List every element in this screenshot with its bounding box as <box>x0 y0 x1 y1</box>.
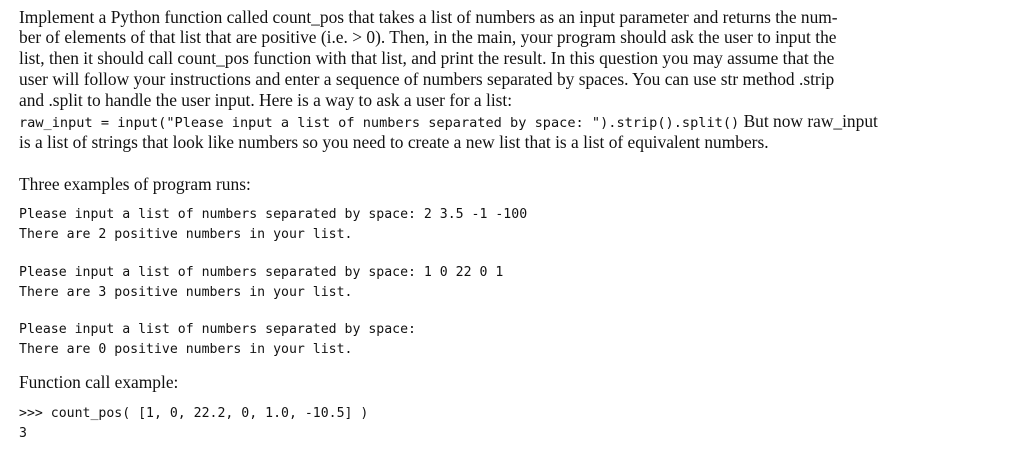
example-1-result: There are 2 positive numbers in your list. <box>19 227 353 242</box>
problem-line-1: Implement a Python function called count_pos that takes a list of numbers as an input parameter and returns the num- <box>19 7 838 27</box>
example-2-prompt: Please input a list of numbers separated by space: 1 0 22 0 1 <box>19 265 504 280</box>
document-page <box>19 0 1024 453</box>
problem-line-6 <box>19 111 878 133</box>
example-2-result: There are 3 positive numbers in your list. <box>19 285 353 300</box>
problem-line-3: list, then it should call count_pos function with that list, and print the result. In this question you may assume that the <box>19 48 835 68</box>
problem-line-5: and .split to handle the user input. Here is a way to ask a user for a list: <box>19 90 513 110</box>
problem-line-7: is a list of strings that look like numbers so you need to create a new list that is a list of equivalent numbers. <box>19 132 769 152</box>
examples-heading: Three examples of program runs: <box>19 174 251 194</box>
raw-input-code: raw_input = input("Please input a list of numbers separated by space: ").strip().split() <box>19 115 740 131</box>
example-3-prompt: Please input a list of numbers separated by space: <box>19 322 416 337</box>
problem-line-6-text: But now raw_input <box>739 111 878 131</box>
example-3-result: There are 0 positive numbers in your list. <box>19 342 353 357</box>
problem-line-2: ber of elements of that list that are positive (i.e. > 0). Then, in the main, your program should ask the user to input the <box>19 27 837 47</box>
problem-line-4: user will follow your instructions and enter a sequence of numbers separated by spaces. You can use str method .strip <box>19 69 835 89</box>
example-1-prompt: Please input a list of numbers separated by space: 2 3.5 -1 -100 <box>19 207 528 222</box>
call-heading: Function call example: <box>19 372 179 392</box>
call-output: 3 <box>19 426 27 441</box>
call-code: >>> count_pos( [1, 0, 22.2, 0, 1.0, -10.5] ) <box>19 406 369 421</box>
